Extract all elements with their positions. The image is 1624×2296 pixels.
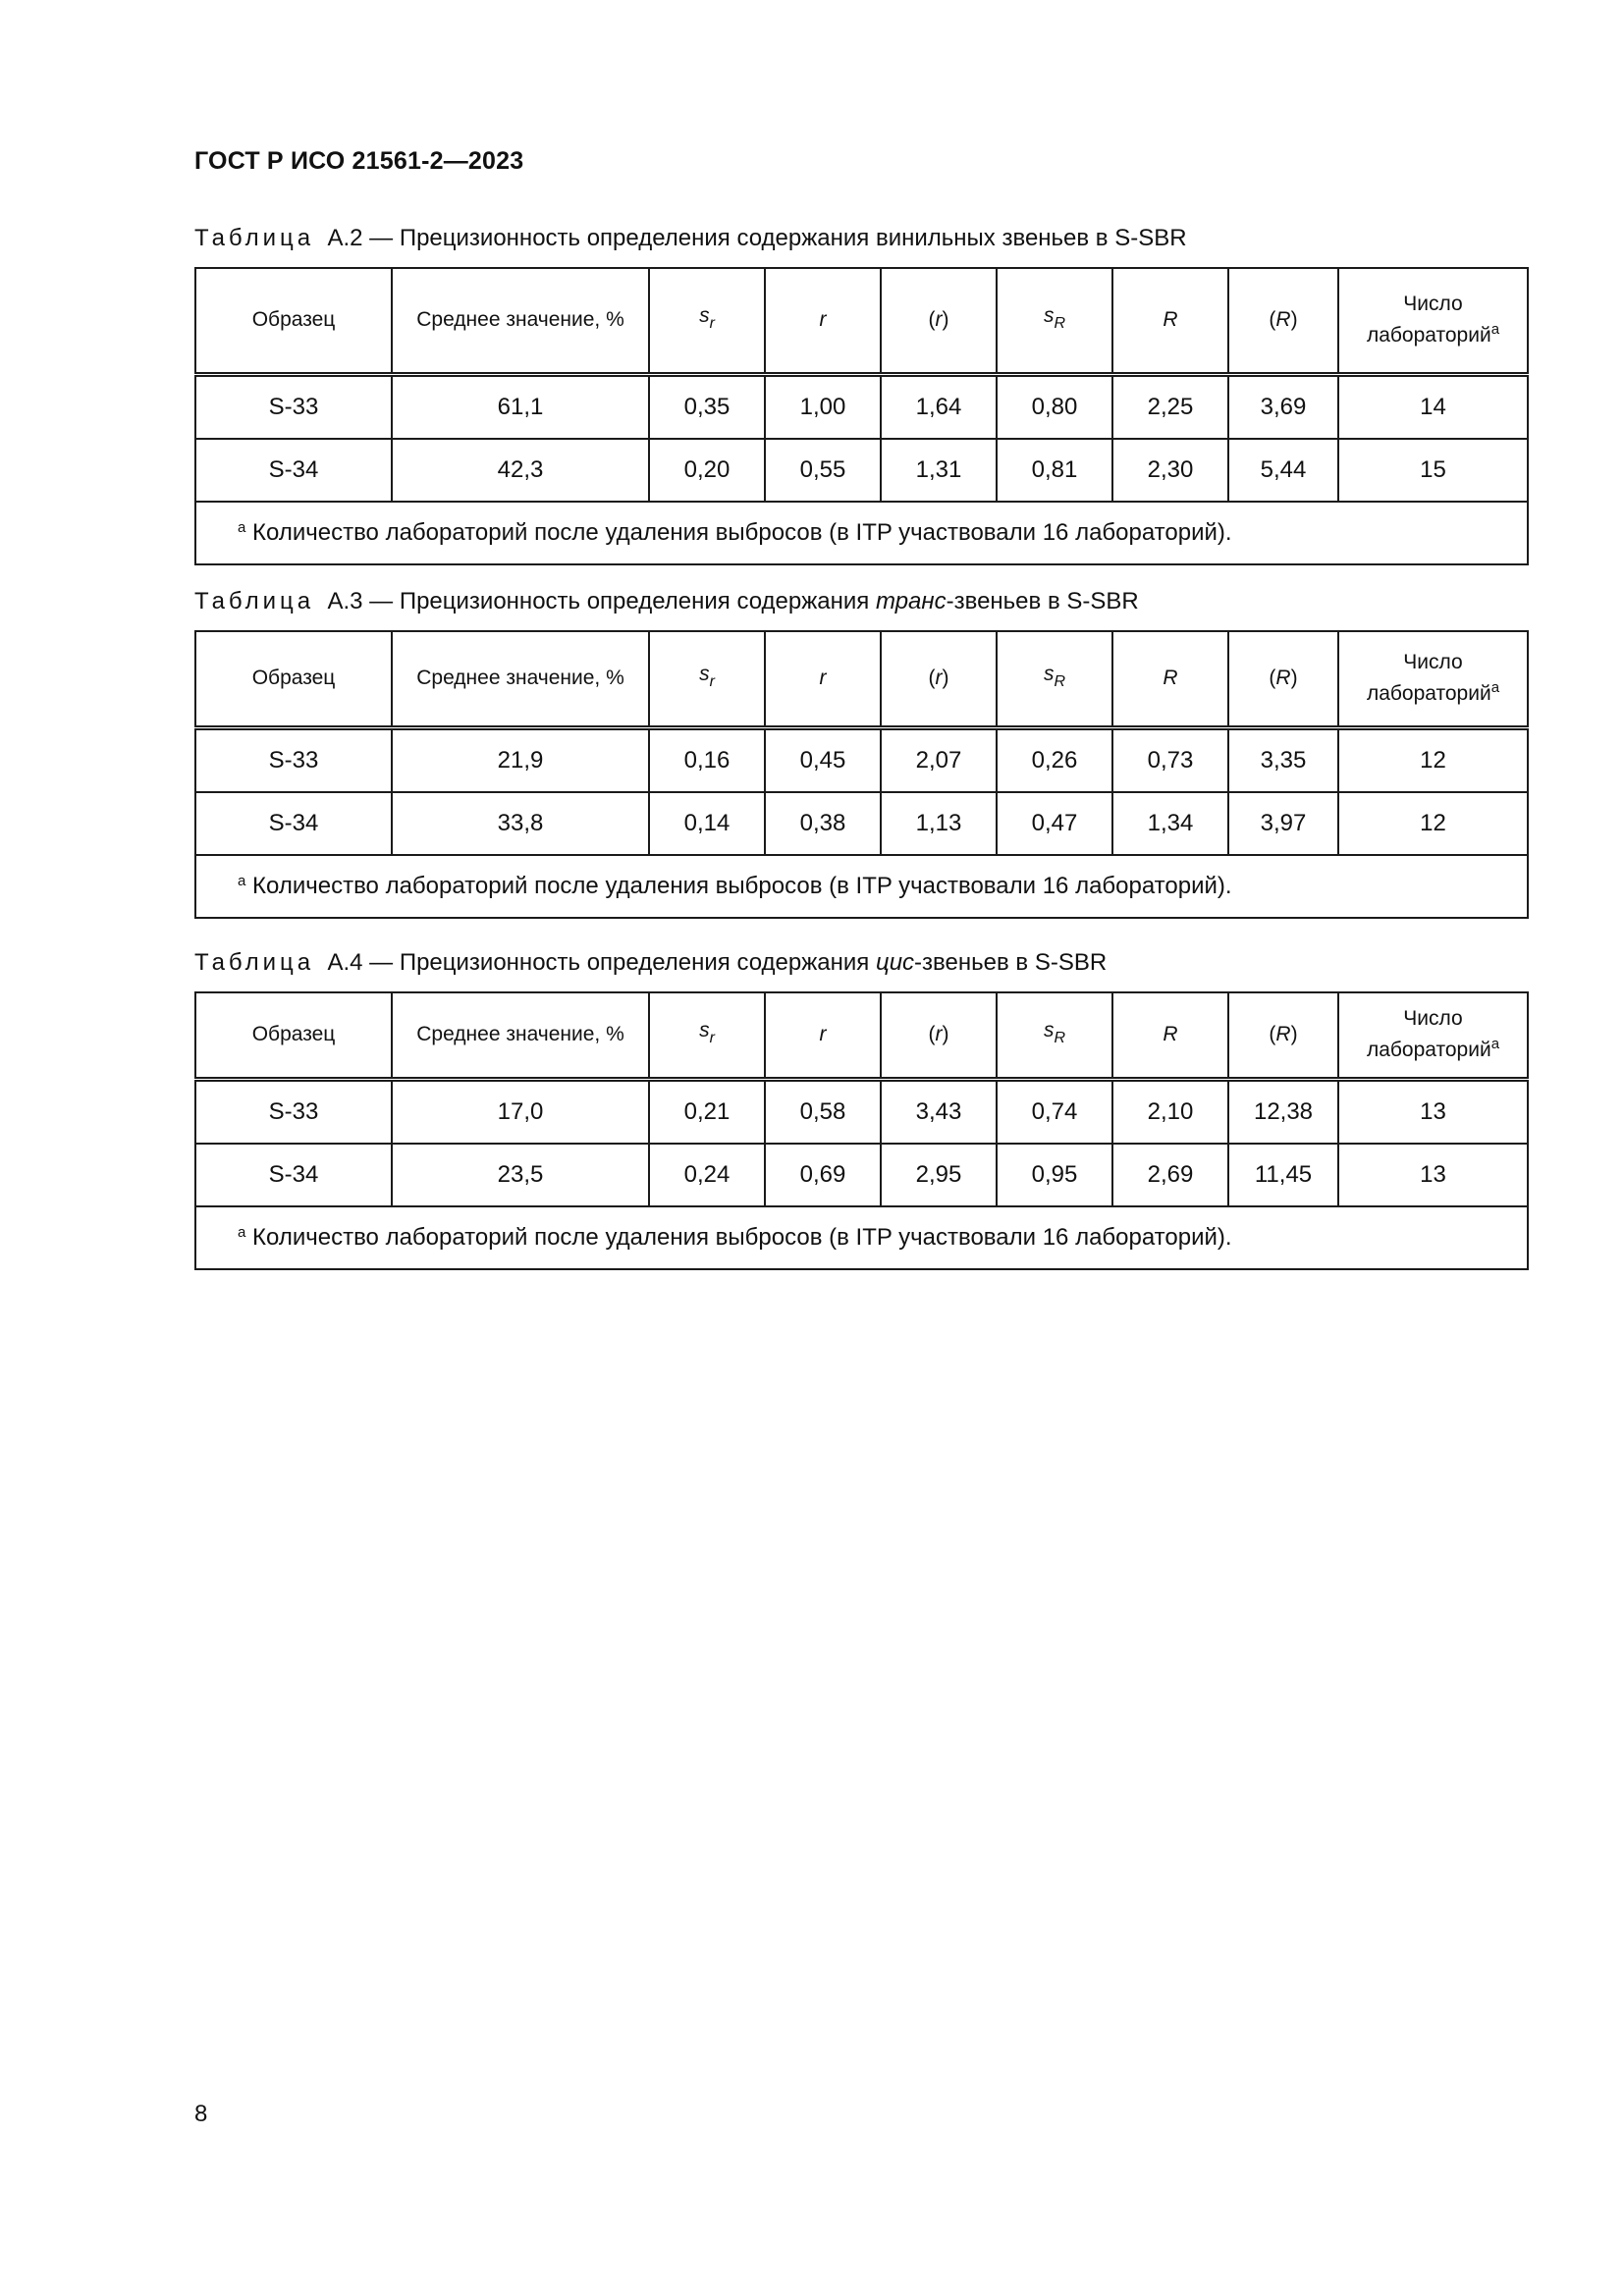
page-number: 8: [194, 2101, 208, 2127]
col-mean: Среднее значение, %: [416, 667, 624, 690]
table-cell: 2,10: [1112, 1079, 1228, 1144]
table-cell: 1,64: [881, 374, 997, 439]
table-cell: 0,80: [997, 374, 1112, 439]
col-R-paren-close: ): [1290, 1023, 1298, 1046]
table-cell: 13: [1338, 1079, 1528, 1144]
table-caption: [194, 948, 1527, 978]
footnote-cell: [195, 855, 1528, 918]
table-row: [195, 1079, 1528, 1144]
table-cell: 0,58: [765, 1079, 881, 1144]
caption-prefix: Таблица: [194, 588, 315, 614]
table-cell: S-33: [195, 374, 392, 439]
col-sR: s: [1043, 663, 1055, 686]
footnote-row: [195, 502, 1528, 564]
header-cell: [649, 631, 765, 727]
col-r: r: [819, 667, 827, 690]
col-mean: Среднее значение, %: [416, 1023, 624, 1046]
table-cell: 0,14: [649, 792, 765, 855]
precision-table: [194, 991, 1529, 1270]
col-R-paren-open: (: [1269, 667, 1276, 690]
table-cell: 0,26: [997, 727, 1112, 792]
header-cell: [881, 992, 997, 1079]
col-sample: Образец: [251, 1023, 336, 1046]
footnote-text: Количество лабораторий после удаления выбросов (в ITP участвовали 16 лабораторий).: [252, 518, 1232, 546]
header-cell: [649, 268, 765, 374]
table-cell: 12,38: [1228, 1079, 1338, 1144]
header-cell: [997, 992, 1112, 1079]
table-cell: 1,34: [1112, 792, 1228, 855]
col-R-paren-close: ): [1290, 308, 1298, 332]
col-sR: s: [1043, 304, 1055, 328]
col-sR-sub: R: [1054, 1030, 1066, 1047]
header-cell: [392, 268, 649, 374]
header-cell: [881, 268, 997, 374]
table-cell: 0,21: [649, 1079, 765, 1144]
col-sample: Образец: [251, 667, 336, 690]
col-sr: s: [699, 304, 710, 328]
header-cell: [997, 268, 1112, 374]
table-row: [195, 374, 1528, 439]
caption-title-end: -звеньев в S-SBR: [914, 949, 1108, 976]
table-cell: S-33: [195, 1079, 392, 1144]
table-cell: 21,9: [392, 727, 649, 792]
table-cell: 1,00: [765, 374, 881, 439]
table-cell: 12: [1338, 727, 1528, 792]
footnote-marker: a: [238, 1223, 246, 1241]
header-cell: [649, 992, 765, 1079]
table-cell: 0,73: [1112, 727, 1228, 792]
table-cell: 2,07: [881, 727, 997, 792]
table-cell: 0,47: [997, 792, 1112, 855]
col-labs-sup: a: [1490, 1036, 1500, 1053]
table-cell: S-34: [195, 439, 392, 502]
table-cell: 2,69: [1112, 1144, 1228, 1206]
document-header: ГОСТ Р ИСО 21561-2—2023: [194, 147, 524, 175]
table-cell: 42,3: [392, 439, 649, 502]
col-labs: Число лабораторий: [1366, 1007, 1491, 1062]
header-cell: [1338, 631, 1528, 727]
col-R-paren: R: [1275, 1023, 1291, 1046]
header-cell: [195, 268, 392, 374]
table-cell: 0,20: [649, 439, 765, 502]
col-R-paren-open: (: [1269, 1023, 1276, 1046]
col-mean: Среднее значение, %: [416, 308, 624, 332]
header-row: [195, 992, 1528, 1079]
caption-number: А.4: [327, 949, 363, 976]
header-cell: [195, 992, 392, 1079]
table-cell: 23,5: [392, 1144, 649, 1206]
table-cell: 0,74: [997, 1079, 1112, 1144]
col-labs-sup: a: [1490, 321, 1500, 339]
caption-prefix: Таблица: [194, 225, 315, 251]
table-cell: 33,8: [392, 792, 649, 855]
table-cell: 0,24: [649, 1144, 765, 1206]
col-r-paren-open: (: [928, 1023, 936, 1046]
col-r-paren-close: ): [942, 308, 949, 332]
precision-table: [194, 630, 1529, 919]
table-cell: 13: [1338, 1144, 1528, 1206]
table-cell: S-34: [195, 792, 392, 855]
col-R-paren-open: (: [1269, 308, 1276, 332]
table-cell: 5,44: [1228, 439, 1338, 502]
header-row: [195, 268, 1528, 374]
table-cell: 12: [1338, 792, 1528, 855]
table-cell: 15: [1338, 439, 1528, 502]
table-caption: [194, 587, 1527, 616]
caption-title-italic: цис: [875, 949, 915, 976]
header-cell: [392, 631, 649, 727]
footnote-row: [195, 855, 1528, 918]
caption-title-italic: транс: [875, 588, 947, 614]
caption-number: А.2: [327, 225, 363, 251]
table-cell: 3,69: [1228, 374, 1338, 439]
table-cell: 2,30: [1112, 439, 1228, 502]
col-r-paren-close: ): [942, 1023, 949, 1046]
col-sR-sub: R: [1054, 315, 1066, 333]
caption-title: — Прецизионность определения содержания винильных звеньев в S-SBR: [369, 225, 1187, 251]
col-R-paren: R: [1275, 308, 1291, 332]
col-sr: s: [699, 1019, 710, 1042]
header-cell: [1228, 268, 1338, 374]
table-cell: 11,45: [1228, 1144, 1338, 1206]
caption-title: — Прецизионность определения содержания: [369, 588, 876, 614]
header-cell: [765, 631, 881, 727]
table-cell: 61,1: [392, 374, 649, 439]
table-block: [194, 224, 1527, 565]
col-labs-sup: a: [1490, 679, 1500, 697]
table-caption: [194, 224, 1527, 253]
col-r-paren-close: ): [942, 667, 949, 690]
table-cell: 3,97: [1228, 792, 1338, 855]
footnote-marker: a: [238, 872, 246, 889]
header-cell: [1338, 268, 1528, 374]
header-cell: [1112, 268, 1228, 374]
header-cell: [765, 992, 881, 1079]
col-sR-sub: R: [1054, 673, 1066, 691]
table-cell: 0,95: [997, 1144, 1112, 1206]
table-cell: S-34: [195, 1144, 392, 1206]
header-cell: [1338, 992, 1528, 1079]
table-cell: 17,0: [392, 1079, 649, 1144]
col-r: r: [819, 1023, 827, 1046]
table-cell: 1,31: [881, 439, 997, 502]
header-cell: [765, 268, 881, 374]
col-labs: Число лабораторий: [1366, 651, 1491, 706]
col-sr: s: [699, 663, 710, 686]
footnote-text: Количество лабораторий после удаления выбросов (в ITP участвовали 16 лабораторий).: [252, 872, 1232, 899]
header-cell: [1228, 992, 1338, 1079]
header-cell: [1112, 992, 1228, 1079]
header-row: [195, 631, 1528, 727]
table-cell: 0,81: [997, 439, 1112, 502]
table-cell: 1,13: [881, 792, 997, 855]
col-R: R: [1163, 667, 1178, 690]
footnote-text: Количество лабораторий после удаления выбросов (в ITP участвовали 16 лабораторий).: [252, 1223, 1232, 1251]
table-cell: 0,38: [765, 792, 881, 855]
col-sR: s: [1043, 1019, 1055, 1042]
col-R: R: [1163, 1023, 1178, 1046]
precision-table: [194, 267, 1529, 565]
table-row: [195, 792, 1528, 855]
col-r-paren: r: [935, 308, 943, 332]
caption-title: — Прецизионность определения содержания: [369, 949, 876, 976]
header-cell: [1112, 631, 1228, 727]
caption-prefix: Таблица: [194, 949, 315, 976]
col-sample: Образец: [251, 308, 336, 332]
table-block: [194, 948, 1527, 1270]
table-cell: 0,35: [649, 374, 765, 439]
table-row: [195, 727, 1528, 792]
col-r: r: [819, 308, 827, 332]
caption-number: А.3: [327, 588, 363, 614]
footnote-row: [195, 1206, 1528, 1269]
header-cell: [881, 631, 997, 727]
table-block: [194, 587, 1527, 919]
footnote-cell: [195, 1206, 1528, 1269]
col-sr-sub: r: [709, 1030, 715, 1047]
table-cell: 2,25: [1112, 374, 1228, 439]
col-r-paren: r: [935, 667, 943, 690]
header-cell: [195, 631, 392, 727]
table-cell: 14: [1338, 374, 1528, 439]
table-cell: 2,95: [881, 1144, 997, 1206]
table-cell: S-33: [195, 727, 392, 792]
col-r-paren-open: (: [928, 667, 936, 690]
header-cell: [392, 992, 649, 1079]
table-row: [195, 1144, 1528, 1206]
footnote-cell: [195, 502, 1528, 564]
table-row: [195, 439, 1528, 502]
col-r-paren-open: (: [928, 308, 936, 332]
table-cell: 0,55: [765, 439, 881, 502]
col-sr-sub: r: [709, 673, 715, 691]
table-cell: 0,16: [649, 727, 765, 792]
header-cell: [997, 631, 1112, 727]
table-cell: 3,43: [881, 1079, 997, 1144]
table-cell: 0,69: [765, 1144, 881, 1206]
col-R-paren: R: [1275, 667, 1291, 690]
col-r-paren: r: [935, 1023, 943, 1046]
header-cell: [1228, 631, 1338, 727]
col-labs: Число лабораторий: [1366, 293, 1491, 347]
col-R: R: [1163, 308, 1178, 332]
table-cell: 3,35: [1228, 727, 1338, 792]
footnote-marker: a: [238, 518, 246, 536]
col-sr-sub: r: [709, 315, 715, 333]
caption-title-end: -звеньев в S-SBR: [946, 588, 1139, 614]
col-R-paren-close: ): [1290, 667, 1298, 690]
table-cell: 0,45: [765, 727, 881, 792]
